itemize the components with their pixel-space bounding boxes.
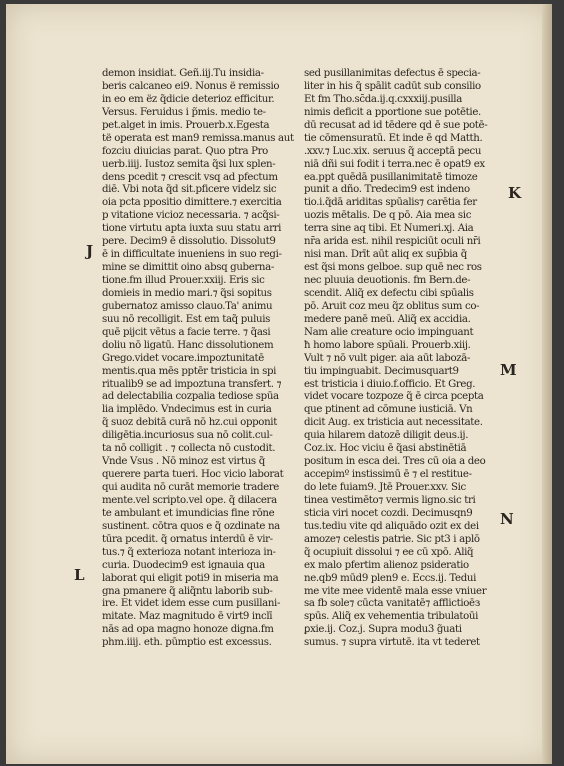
text-line: dū recusat ad id tēdere qd ē sue potē- <box>304 119 488 131</box>
text-line: accepimº instissimū ē ⁊ el restitue- <box>304 469 472 481</box>
text-line: me vite mee videntē mala esse vniuer <box>304 585 487 597</box>
text-line: gubernatoz amisso clauo.Ta' animu <box>102 300 273 312</box>
text-line: .xxv.⁊ Luc.xix. seruus q̃ acceptā pecu <box>304 145 482 157</box>
text-line: uerb.iiij. Iustoz semita q̃si lux splen- <box>102 158 276 170</box>
text-line: laborat qui eligit poti9 in miseria ma <box>102 572 279 584</box>
text-line: mine se dimittit oino absq gubernа- <box>102 262 274 274</box>
text-line: ea.ppt quēdā pusillanimitatē timoze <box>304 171 478 183</box>
text-line: uozis mētalis. De q pō. Aia mea sic <box>304 210 472 222</box>
text-line: tione virtutu apta iuxta suu statu arri <box>102 223 282 235</box>
text-line: të operata est man9 remissa.manus aut̃ <box>102 132 294 144</box>
text-line: querere parta tueri. Hoc vicio laborat <box>102 469 284 481</box>
text-line: tūra pcedit. q̃ ornatus interdū ē vir- <box>102 533 273 545</box>
text-line: suu nō recolligit. Est em taq̃ puluis <box>102 313 271 325</box>
text-line: que ptinent ad cōmune iusticiā. Vn <box>304 404 473 416</box>
text-line: ne.qb9 mūd9 plen9 e. Eccs.ij. Tedui <box>304 572 476 584</box>
text-line: mentis.qua mēs pptēr tristicia in spi <box>102 365 277 377</box>
text-line: liter in his q̃ spālit cadūt sub consilio <box>304 80 481 92</box>
text-line: diligētia.incuriosus sua nō colit.cul- <box>102 430 273 442</box>
text-line: p vitatione vicioz necessaria. ⁊ acq̃si- <box>102 210 280 222</box>
text-line: nec pluuia deuotionis. fm Bern.de- <box>304 275 471 286</box>
text-line: scendit. Aliq̃ ex defectu cibi spūalis <box>304 287 474 299</box>
text-line: sumus. ⁊ supra virtutē. ita vt tederet <box>304 637 480 649</box>
text-line: nās ad opa magno honoze digna.fm <box>102 624 274 636</box>
text-line: pere. Decim9 ē dissolutio. Dissolut9 <box>102 236 276 248</box>
text-line: gna pmanere q̃ aliq̃ntu laborib sub- <box>102 585 273 597</box>
text-line: pet.alget in imis. Prouerb.x.Egesta <box>102 119 270 131</box>
text-line: est q̃si mons gelboe. sup quē nec ros <box>304 262 482 274</box>
text-line: fozciu diuicias parat. Quo ptra Pro <box>102 145 268 157</box>
page-gutter <box>542 4 552 764</box>
marginal-letter-m: M <box>500 361 517 379</box>
marginal-letter-n: N <box>500 510 514 528</box>
text-line: tus.⁊ q̃ exterioza notant interioza in- <box>102 546 276 558</box>
text-line: doliu nō ligatū. Hanc dissolutionem <box>102 339 274 351</box>
text-line: positum in esca dei. Tres cū oia a deo <box>304 456 486 468</box>
text-line: amoze⁊ celestis patrie. Sic pt3 i aplō <box>304 533 480 545</box>
text-line: niā dñi sui fodit i terra.nec ē opat9 ex <box>304 158 485 170</box>
text-line: dicit Aug. ex tristicia aut necessitate. <box>304 417 483 429</box>
marginal-letter-k: K <box>508 184 522 202</box>
text-line: ē in difficultate inueniens in suo regi- <box>102 249 282 261</box>
text-line: domieis in medio mari.⁊ q̃si sopitus <box>102 287 272 299</box>
text-line: demon insidiat. Geñ.iij.Tu insidia- <box>102 68 264 79</box>
marginal-letter-l: L <box>74 566 85 584</box>
text-line: sticia viri nocet cozdi. Decimusqn9 <box>304 507 473 519</box>
text-line: mente.vel scripto.vel ope. q̃ dilacera <box>102 494 277 506</box>
text-line: tie cōmensuratū. Et inde ē qd Matth. <box>304 132 483 144</box>
text-line: tione.fm illud Prouer.xxiij. Eris sic <box>102 275 265 286</box>
text-line: sed pusillanimitas defectus ē specia- <box>304 68 481 79</box>
text-line: Nam alie creature ocio impinguant̄ <box>304 326 474 338</box>
text-line: terra sine aq tibi. Et Numeri.xj. Aia <box>304 223 474 235</box>
text-line: sustinent. cōtra quos e q̃ ozdinate na <box>102 520 280 532</box>
text-line: tinea vestimēto⁊ vermis ligno.sic tri <box>304 494 476 506</box>
text-line: diē. Vbi nota q̃d sit.pficere videlz sic <box>102 184 277 196</box>
text-line: Coz.ix. Hoc viciu ē q̃asi abstinētiā <box>304 443 467 455</box>
text-line: curia. Duodecim9 est ignauia qua <box>102 559 265 571</box>
text-line: tus.tediu vite qd aliquādo ozit ex dei <box>304 520 479 532</box>
text-line: videt vocare tozpoze q̃ ē circa pcepta <box>304 391 484 403</box>
text-line: nimis deficit a pportione sue potētie. <box>304 106 481 118</box>
text-line: do lete fuiam9. Jtē Prouer.xxv. Sic <box>304 482 466 493</box>
text-line: ħ homo labore spūali. Prouerb.xiij. <box>304 339 471 351</box>
text-line: tiu impinguabit. Decimusquart9 <box>304 365 459 377</box>
text-line: nisi man. Drīt aūt aliq ex sup̄bia q̃ <box>304 249 467 261</box>
text-line: Grego.videt vocare.impoztunitatē <box>102 352 264 364</box>
text-line: ire. Et videt idem esse cum pusillani- <box>102 598 281 610</box>
text-line: phm.iiij. eth. pūmptio est excessus. <box>102 637 272 649</box>
text-line: ꝑxie.ij. Coz.j. Supra modu3 g̃uati <box>304 624 462 636</box>
text-line: quia hilarem datozē diligit deus.ij. <box>304 430 469 442</box>
text-line: q̃ ocupiuit dissolui ⁊ ee cū xpō. Aliq̃ <box>304 546 474 558</box>
text-line: pō. Aruit coz meu q̃z oblitus sum co- <box>304 300 480 312</box>
text-line: Versus. Feruidus i p̃mis. medio te- <box>102 106 266 118</box>
text-line: ex malo pfertim alienoz psideratio <box>304 559 469 571</box>
text-line: est tristicia i diuio.f.officio. Et Greg. <box>304 378 476 390</box>
text-line: ad delectabilia cozpalia tediose spūa <box>102 391 279 403</box>
text-line: q̃ suoz debitā curā nō hz.cui opponit <box>102 417 277 429</box>
text-line: Vnde Vsus . Nō minoz est virtus q̃ <box>102 456 265 468</box>
text-line: oia pcta ppositio dimittere.⁊ exercitia <box>102 197 282 209</box>
text-line: Et fm Tho.sc̄da.ij.q.cxxxiij.pusilla <box>304 93 462 105</box>
text-line: te ambulant et imundicias fine rōne <box>102 507 275 519</box>
text-line: spūs. Aliq̃ ex vehementia tribulatoūi <box>304 611 479 623</box>
text-line: punit a dño. Tredecim9 est indeno <box>304 184 470 196</box>
text-line: Vult ⁊ nō vult piger. aia aūt labozā- <box>304 352 471 364</box>
left-text-column <box>102 68 297 650</box>
text-line: beris calcaneo ei9. Nonus ë remissio <box>102 80 280 92</box>
text-line: ritualib9 se ad impoztuna transfert. ⁊ <box>102 378 282 390</box>
right-text-column <box>304 68 510 650</box>
text-line: qui audita nō curāt memorie tradere <box>102 482 279 493</box>
text-line: nr̄a arida est. nihil respiciūt oculi nr̄i <box>304 236 481 248</box>
text-line: tio.i.q̃dā ariditas spūalis⁊ carētia fer <box>304 197 477 209</box>
text-line: sa fb sole⁊ cūcta vanitatē⁊ afflictioēз <box>304 598 480 610</box>
text-line: mitate. Maz magnitudo ē virt9 inclī <box>102 611 273 623</box>
text-line: ta nō colligit . ⁊ collecta nō custodit. <box>102 443 276 455</box>
text-line: quē pijcit vētus a facie terre. ⁊ q̃asi <box>102 326 271 338</box>
book-page <box>6 4 552 764</box>
text-line: in eo em ëz q̃dicie deterioz efficitur. <box>102 93 275 105</box>
marginal-letter-i: J <box>86 242 94 260</box>
text-line: medere panē meū. Aliq̃ ex accidia. <box>304 313 471 325</box>
text-line: lia implēdo. Vndecimus est in curia <box>102 404 272 416</box>
text-line: dens pcedit ⁊ crescit vsq ad pfectum <box>102 171 278 183</box>
